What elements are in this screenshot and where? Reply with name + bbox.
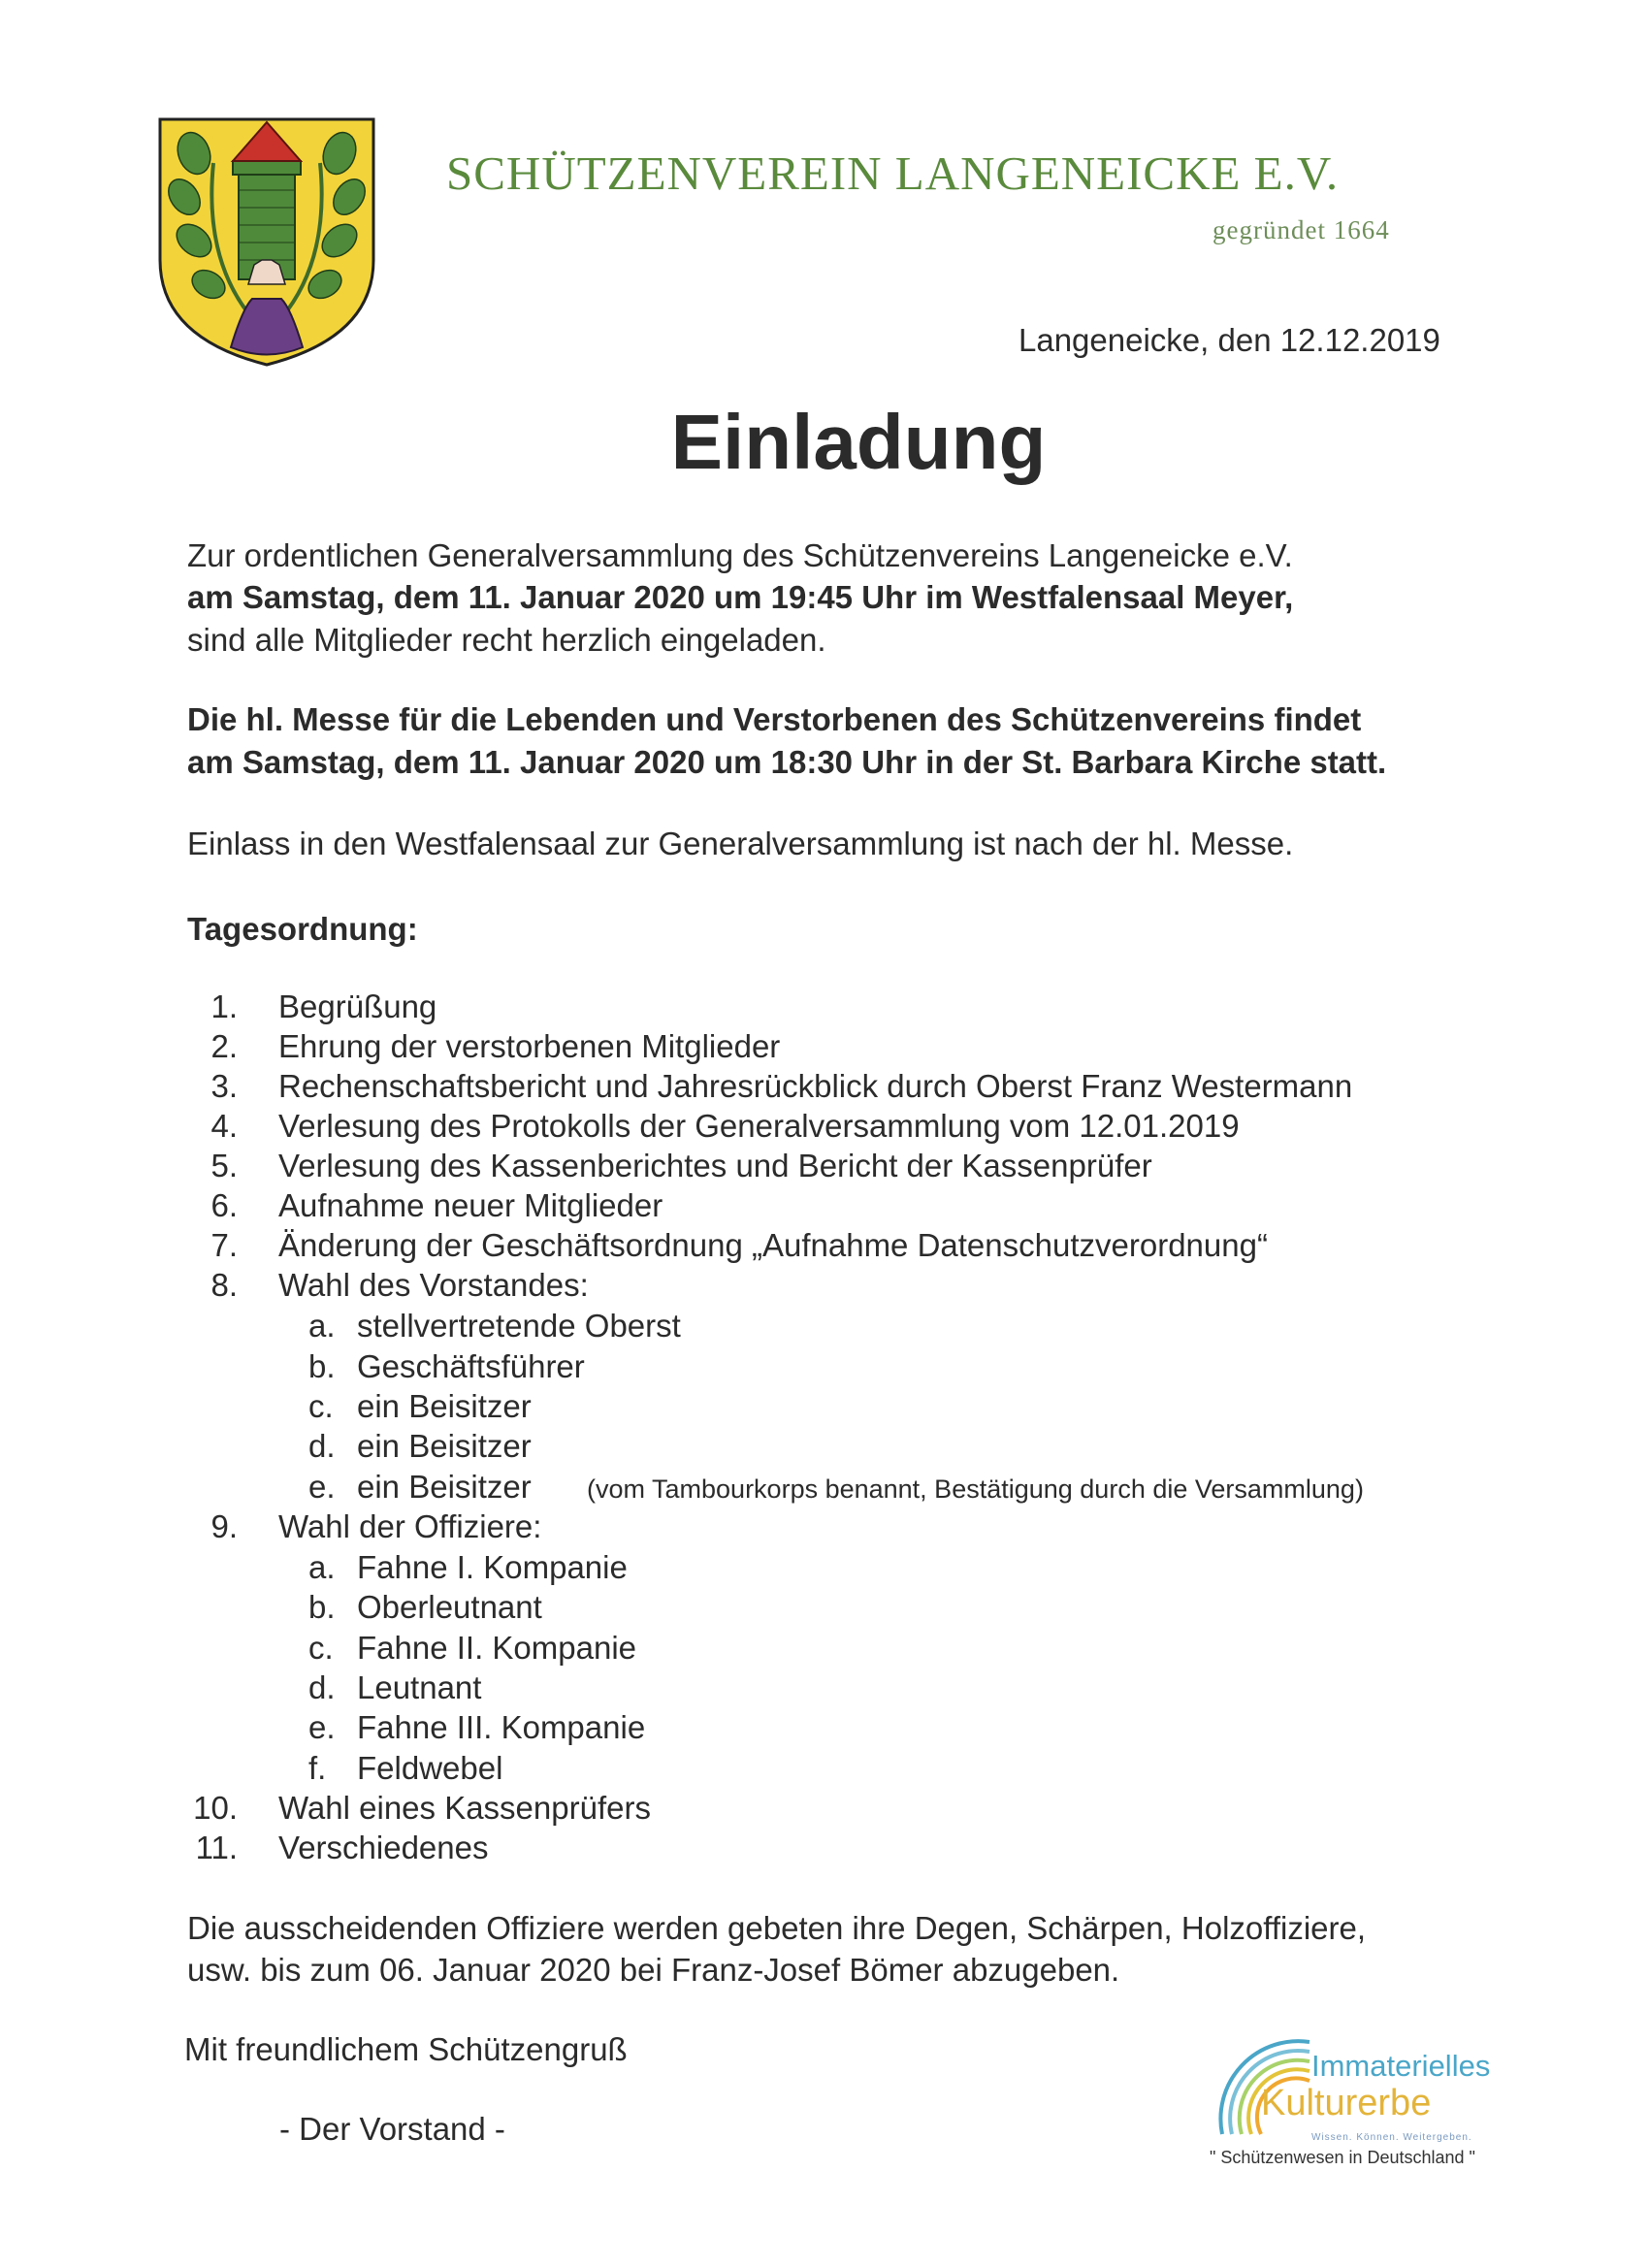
agenda-item-number: 8. (210, 1267, 238, 1303)
agenda-item-number: 9. (210, 1508, 238, 1544)
officer-item-letter: a. (308, 1549, 336, 1585)
officer-item-text: Fahne II. Kompanie (357, 1630, 637, 1666)
officer-item-text: Fahne III. Kompanie (357, 1709, 646, 1745)
board-item-note: (vom Tambourkorps benannt, Bestätigung durch die Versammlung) (587, 1474, 1364, 1504)
board-item-text: ein Beisitzer (357, 1388, 532, 1424)
agenda-item-number: 5. (210, 1148, 238, 1183)
founded-year: gegründet 1664 (1212, 215, 1390, 244)
officer-item-letter: f. (308, 1750, 327, 1786)
culture-logo-line-2: Kulturerbe (1261, 2083, 1432, 2123)
culture-logo-line-1: Immaterielles (1311, 2049, 1491, 2083)
culture-logo-caption: " Schützenwesen in Deutschland " (1210, 2148, 1475, 2167)
signature: - Der Vorstand - (279, 2111, 505, 2147)
agenda-item-text: Aufnahme neuer Mitglieder (278, 1187, 663, 1223)
agenda-item-number: 7. (210, 1227, 238, 1263)
agenda-item-number: 2. (210, 1028, 238, 1064)
intro-line-3: sind alle Mitglieder recht herzlich eingeladen. (187, 622, 826, 658)
culture-logo-tagline: Wissen. Können. Weitergeben. (1311, 2132, 1472, 2143)
mass-line-2: am Samstag, dem 11. Januar 2020 um 18:30 Uhr in der St. Barbara Kirche statt. (187, 744, 1387, 780)
agenda-item-text: Ehrung der verstorbenen Mitglieder (278, 1028, 781, 1064)
board-item-letter: d. (308, 1428, 336, 1464)
greeting: Mit freundlichem Schützengruß (184, 2031, 628, 2067)
admission-note: Einlass in den Westfalensaal zur Generalversammlung ist nach der hl. Messe. (187, 826, 1294, 861)
officer-item-letter: e. (308, 1709, 336, 1745)
agenda-item-number: 3. (210, 1068, 238, 1104)
agenda-item-text: Änderung der Geschäftsordnung „Aufnahme Datenschutzverordnung“ (278, 1227, 1268, 1263)
agenda-item-text: Verlesung des Kassenberichtes und Bericht der Kassenprüfer (278, 1148, 1152, 1183)
board-item-letter: b. (308, 1348, 336, 1384)
place-date: Langeneicke, den 12.12.2019 (1018, 322, 1440, 358)
board-item-letter: c. (308, 1388, 334, 1424)
agenda-item-text: Wahl der Offiziere: (278, 1508, 542, 1544)
agenda-item-text: Verschiedenes (278, 1830, 489, 1865)
board-item-text: ein Beisitzer (357, 1428, 532, 1464)
page-title: Einladung (670, 399, 1047, 485)
officer-item-text: Fahne I. Kompanie (357, 1549, 628, 1585)
agenda-item-number: 10. (193, 1790, 238, 1826)
closing-line-2: usw. bis zum 06. Januar 2020 bei Franz-Josef Bömer abzugeben. (187, 1952, 1120, 1988)
agenda-item-text: Begrüßung (278, 988, 437, 1024)
agenda-item-text: Verlesung des Protokolls der Generalversammlung vom 12.01.2019 (278, 1108, 1240, 1144)
agenda-heading: Tagesordnung: (187, 911, 418, 947)
board-item-text: Geschäftsführer (357, 1348, 585, 1384)
agenda-item-text: Wahl des Vorstandes: (278, 1267, 589, 1303)
board-item-text: ein Beisitzer (357, 1469, 532, 1505)
officer-item-text: Leutnant (357, 1669, 482, 1705)
officer-item-text: Oberleutnant (357, 1589, 542, 1625)
officer-item-text: Feldwebel (357, 1750, 503, 1786)
agenda-item-text: Wahl eines Kassenprüfers (278, 1790, 651, 1826)
coat-of-arms-icon (155, 114, 378, 369)
officer-item-letter: d. (308, 1669, 336, 1705)
intro-line-1: Zur ordentlichen Generalversammlung des Schützenvereins Langeneicke e.V. (187, 537, 1293, 573)
agenda-item-number: 4. (210, 1108, 238, 1144)
agenda-item-number: 11. (195, 1830, 238, 1865)
closing-line-1: Die ausscheidenden Offiziere werden gebeten ihre Degen, Schärpen, Holzoffiziere, (187, 1910, 1367, 1946)
club-name: SCHÜTZENVEREIN LANGENEICKE E.V. (446, 146, 1340, 200)
board-item-letter: a. (308, 1308, 336, 1344)
board-item-text: stellvertretende Oberst (357, 1308, 681, 1344)
intro-line-2: am Samstag, dem 11. Januar 2020 um 19:45 Uhr im Westfalensaal Meyer, (187, 579, 1294, 615)
agenda-item-text: Rechenschaftsbericht und Jahresrückblick durch Oberst Franz Westermann (278, 1068, 1353, 1104)
board-item-letter: e. (308, 1469, 336, 1505)
mass-line-1: Die hl. Messe für die Lebenden und Verstorbenen des Schützenvereins findet (187, 701, 1362, 737)
officer-item-letter: b. (308, 1589, 336, 1625)
agenda-item-number: 6. (210, 1187, 238, 1223)
agenda-item-number: 1. (210, 988, 238, 1024)
officer-item-letter: c. (308, 1630, 334, 1666)
